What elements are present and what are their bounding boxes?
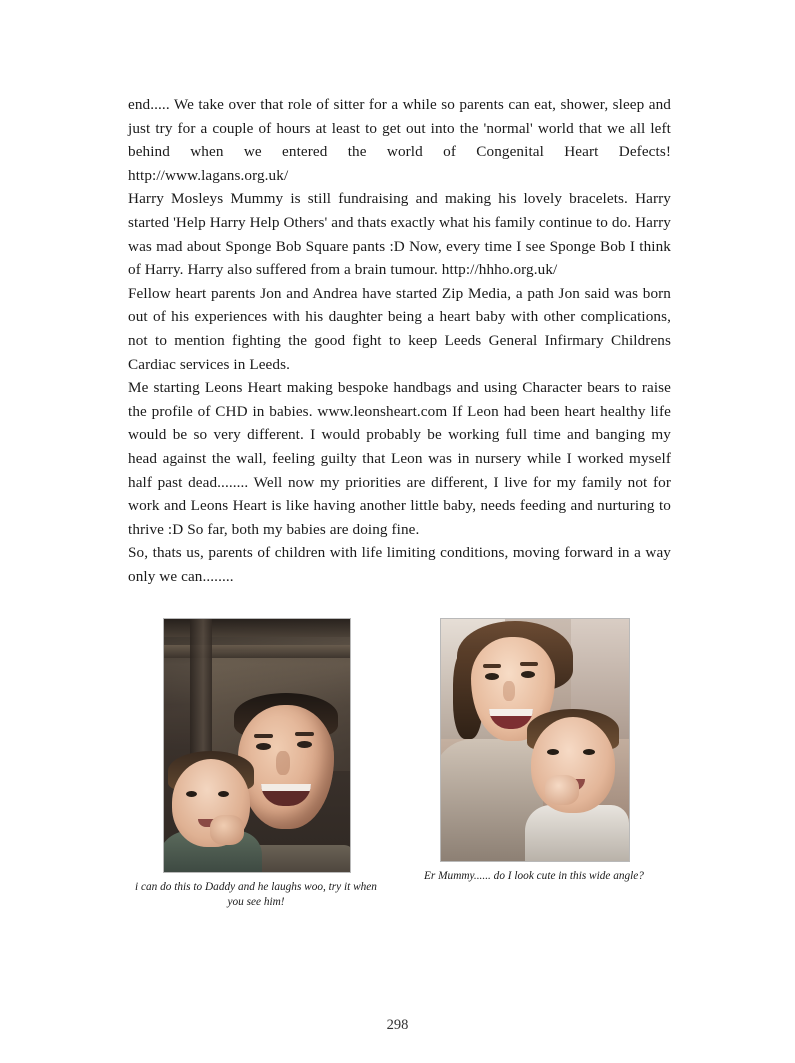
paragraph: end..... We take over that role of sitter for a while so parents can eat, shower, sleep and just try for a couple of hours at least to get out into the 'normal' world that we all left behind when we entered the world of Congenital Heart Defects! http://www.lagans.org.uk/: [128, 96, 671, 184]
photo-caption: Er Mummy...... do I look cute in this wide angle?: [424, 870, 644, 882]
page-number: 298: [386, 1017, 409, 1033]
father-and-son-photo-block: [135, 618, 380, 910]
father-and-son-photo: [163, 618, 351, 873]
paragraph: Fellow heart parents Jon and Andrea have started Zip Media, a path Jon said was born out of his experiences with his daughter being a heart baby with other complications, not to mention fighting the good fight to keep Leeds General Infirmary Childrens Cardiac services in Leeds.: [128, 284, 671, 373]
paragraph: Me starting Leons Heart making bespoke handbags and using Character bears to raise the profile of CHD in babies. www.leonsheart.com If Leon had been heart healthy life would be so very different. I would probably be working full time and banging my head against the wall, feeling guilty that Leon was in nursery while I worked myself half past dead........ Well now my priorities are different, I live for my family not for work and Leons Heart is like having another little baby, needs feeding and nurturing to thrive :D So far, both my babies are doing fine.: [128, 379, 671, 538]
photo-caption: i can do this to Daddy and he laughs woo, try it when you see him!: [135, 881, 377, 908]
paragraph: So, thats us, parents of children with life limiting conditions, moving forward in a way only we can........: [128, 544, 671, 585]
body-text: [128, 93, 671, 588]
paragraph: Harry Mosleys Mummy is still fundraising and making his lovely bracelets. Harry started 'Help Harry Help Others' and thats exactly what his family continue to do. Harry was mad about Sponge Bob Square pants :D Now, every time I see Sponge Bob I think of Harry. Harry also suffered from a brain tumour. http://hhho.org.uk/: [128, 190, 671, 279]
mother-and-son-photo: [440, 618, 630, 862]
mother-and-son-photo-block: [424, 618, 657, 884]
photo-row: [128, 618, 671, 918]
